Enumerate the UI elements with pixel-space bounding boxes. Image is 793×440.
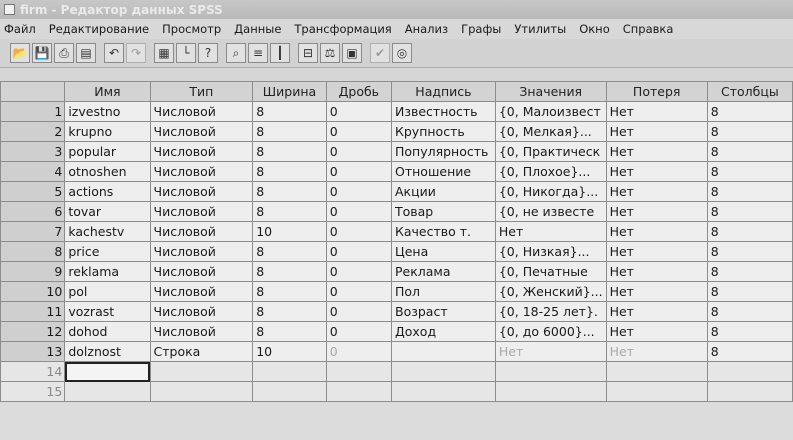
cell-name[interactable]: pol xyxy=(65,282,150,302)
table-row xyxy=(1,282,793,302)
row-number[interactable]: 9 xyxy=(1,262,65,282)
cell-values[interactable]: {0, Малоизвест xyxy=(495,102,606,122)
cell-width[interactable]: 8 xyxy=(253,162,326,182)
row-number[interactable]: 13 xyxy=(1,342,65,362)
cell-columns[interactable] xyxy=(707,382,792,402)
cell-name[interactable]: reklama xyxy=(65,262,150,282)
cell-label[interactable] xyxy=(392,362,496,382)
print-icon[interactable]: ⎙ xyxy=(54,43,74,63)
cell-columns[interactable]: 8 xyxy=(707,182,792,202)
cell-values[interactable]: {0, Низкая}... xyxy=(495,242,606,262)
table-row xyxy=(1,222,793,242)
cell-width[interactable]: 8 xyxy=(253,122,326,142)
cell-decimals[interactable]: 0 xyxy=(326,242,391,262)
cell-columns[interactable]: 8 xyxy=(707,322,792,342)
cell-type[interactable]: Числовой xyxy=(150,162,253,182)
column-header[interactable]: Значения xyxy=(495,82,606,102)
cell-type[interactable] xyxy=(150,382,253,402)
cell-values[interactable] xyxy=(495,362,606,382)
cell-values[interactable]: {0, до 6000}... xyxy=(495,322,606,342)
cell-type[interactable]: Числовой xyxy=(150,322,253,342)
cell-type[interactable]: Числовой xyxy=(150,302,253,322)
cell-decimals[interactable]: 0 xyxy=(326,322,391,342)
insert-case-icon[interactable]: ≡ xyxy=(248,43,268,63)
table-row xyxy=(1,242,793,262)
column-header[interactable]: Имя xyxy=(65,82,150,102)
cell-type[interactable]: Числовой xyxy=(150,182,253,202)
menu-item[interactable]: Просмотр xyxy=(162,22,222,36)
cell-columns[interactable]: 8 xyxy=(707,142,792,162)
cell-columns[interactable]: 8 xyxy=(707,162,792,182)
cell-type[interactable]: Строка xyxy=(150,342,253,362)
variable-view-grid xyxy=(0,81,793,440)
cell-columns[interactable]: 8 xyxy=(707,262,792,282)
menu-item[interactable]: Окно xyxy=(579,22,610,36)
cell-columns[interactable] xyxy=(707,362,792,382)
cell-missing[interactable]: Нет xyxy=(606,302,707,322)
cell-missing[interactable]: Нет xyxy=(606,162,707,182)
cell-columns[interactable]: 8 xyxy=(707,342,792,362)
column-header[interactable]: Потеря xyxy=(606,82,707,102)
cell-values[interactable]: {0, Никогда}... xyxy=(495,182,606,202)
table-row xyxy=(1,362,793,382)
cell-columns[interactable]: 8 xyxy=(707,302,792,322)
cell-label[interactable]: Отношение xyxy=(392,162,496,182)
find-icon[interactable]: ⌕ xyxy=(226,43,246,63)
row-number[interactable]: 12 xyxy=(1,322,65,342)
value-labels-icon[interactable]: ✔ xyxy=(370,43,390,63)
cell-label[interactable]: Акции xyxy=(392,182,496,202)
cell-columns[interactable]: 8 xyxy=(707,242,792,262)
cell-name[interactable]: otnoshen xyxy=(65,162,150,182)
cell-label[interactable] xyxy=(392,342,496,362)
cell-missing[interactable] xyxy=(606,362,707,382)
cell-label[interactable]: Известность xyxy=(392,102,496,122)
cell-decimals[interactable]: 0 xyxy=(326,282,391,302)
row-number[interactable]: 3 xyxy=(1,142,65,162)
cell-name[interactable] xyxy=(65,382,150,402)
cell-decimals[interactable] xyxy=(326,382,391,402)
row-number[interactable]: 5 xyxy=(1,182,65,202)
cell-decimals[interactable]: 0 xyxy=(326,162,391,182)
dialog-recall-icon[interactable]: ▤ xyxy=(76,43,96,63)
cell-missing[interactable]: Нет xyxy=(606,102,707,122)
menu-item[interactable]: Файл xyxy=(4,22,36,36)
cell-width[interactable]: 8 xyxy=(253,242,326,262)
row-number[interactable]: 10 xyxy=(1,282,65,302)
cell-missing[interactable]: Нет xyxy=(606,142,707,162)
menu-bar xyxy=(0,19,793,39)
cell-label[interactable]: Крупность xyxy=(392,122,496,142)
column-header[interactable]: Ширина xyxy=(253,82,326,102)
menu-item[interactable]: Графы xyxy=(461,22,502,36)
cell-type[interactable]: Числовой xyxy=(150,222,253,242)
open-icon[interactable]: 📂 xyxy=(10,43,30,63)
cell-values[interactable] xyxy=(495,382,606,402)
cell-width[interactable] xyxy=(253,362,326,382)
goto-case-icon[interactable]: └ xyxy=(176,43,196,63)
insert-variable-icon[interactable]: ┃ xyxy=(270,43,290,63)
cell-columns[interactable]: 8 xyxy=(707,102,792,122)
cell-missing[interactable]: Нет xyxy=(606,262,707,282)
toolbar xyxy=(0,39,793,68)
weight-cases-icon[interactable]: ⚖ xyxy=(320,43,340,63)
cell-name[interactable]: price xyxy=(65,242,150,262)
cell-missing[interactable] xyxy=(606,382,707,402)
row-number[interactable]: 7 xyxy=(1,222,65,242)
cell-label[interactable]: Реклама xyxy=(392,262,496,282)
window-title: firm - Редактор данных SPSS xyxy=(20,2,223,17)
column-header[interactable]: Тип xyxy=(150,82,253,102)
cell-values[interactable]: {0, Мелкая}... xyxy=(495,122,606,142)
cell-name[interactable]: dolznost xyxy=(65,342,150,362)
cell-type[interactable]: Числовой xyxy=(150,202,253,222)
column-header-row xyxy=(1,82,793,102)
cell-type[interactable]: Числовой xyxy=(150,142,253,162)
cell-width[interactable]: 10 xyxy=(253,342,326,362)
cell-type[interactable] xyxy=(150,362,253,382)
cell-label[interactable]: Популярность xyxy=(392,142,496,162)
table-row xyxy=(1,382,793,402)
cell-values[interactable]: {0, Женский}... xyxy=(495,282,606,302)
cell-values[interactable]: Нет xyxy=(495,222,606,242)
cell-type[interactable]: Числовой xyxy=(150,122,253,142)
column-header[interactable]: Столбцы xyxy=(707,82,792,102)
cell-decimals[interactable]: 0 xyxy=(326,142,391,162)
row-number[interactable]: 11 xyxy=(1,302,65,322)
cell-columns[interactable]: 8 xyxy=(707,122,792,142)
cell-decimals[interactable] xyxy=(326,362,391,382)
cell-name[interactable]: krupno xyxy=(65,122,150,142)
column-header[interactable]: Дробь xyxy=(326,82,391,102)
cell-missing[interactable]: Нет xyxy=(606,242,707,262)
menu-item[interactable]: Анализ xyxy=(404,22,449,36)
title-bar xyxy=(0,0,793,19)
row-number[interactable]: 2 xyxy=(1,122,65,142)
row-number[interactable]: 1 xyxy=(1,102,65,122)
cell-columns[interactable]: 8 xyxy=(707,282,792,302)
cell-decimals[interactable]: 0 xyxy=(326,222,391,242)
cell-type[interactable]: Числовой xyxy=(150,242,253,262)
cell-decimals[interactable]: 0 xyxy=(326,122,391,142)
cell-label[interactable]: Пол xyxy=(392,282,496,302)
cell-label[interactable]: Качество т. xyxy=(392,222,496,242)
variables-icon[interactable]: ? xyxy=(198,43,218,63)
cell-values[interactable]: {0, не известе xyxy=(495,202,606,222)
split-file-icon[interactable]: ⊟ xyxy=(298,43,318,63)
table-row xyxy=(1,342,793,362)
cell-name[interactable]: kachestv xyxy=(65,222,150,242)
cell-label[interactable]: Возраст xyxy=(392,302,496,322)
cell-width[interactable]: 8 xyxy=(253,282,326,302)
menu-item[interactable]: Трансформация xyxy=(294,22,392,36)
cell-width[interactable]: 8 xyxy=(253,302,326,322)
cell-width[interactable]: 8 xyxy=(253,202,326,222)
cell-name[interactable]: vozrast xyxy=(65,302,150,322)
cell-missing[interactable]: Нет xyxy=(606,282,707,302)
row-number[interactable]: 15 xyxy=(1,382,65,402)
cell-values[interactable]: {0, 18-25 лет}. xyxy=(495,302,606,322)
cell-name[interactable]: actions xyxy=(65,182,150,202)
cell-values[interactable]: {0, Плохое}... xyxy=(495,162,606,182)
cell-missing[interactable]: Нет xyxy=(606,222,707,242)
redo-icon[interactable]: ↷ xyxy=(126,43,146,63)
select-cases-icon[interactable]: ▣ xyxy=(342,43,362,63)
cell-missing[interactable]: Нет xyxy=(606,182,707,202)
row-number[interactable]: 6 xyxy=(1,202,65,222)
table-row xyxy=(1,122,793,142)
cell-name[interactable]: tovar xyxy=(65,202,150,222)
table-row xyxy=(1,302,793,322)
cell-columns[interactable]: 8 xyxy=(707,202,792,222)
cell-decimals[interactable]: 0 xyxy=(326,262,391,282)
cell-width[interactable] xyxy=(253,382,326,402)
corner-cell xyxy=(1,82,65,102)
cell-decimals[interactable]: 0 xyxy=(326,102,391,122)
table-row xyxy=(1,262,793,282)
cell-label[interactable] xyxy=(392,382,496,402)
cell-decimals[interactable]: 0 xyxy=(326,182,391,202)
cell-width[interactable]: 10 xyxy=(253,222,326,242)
cell-values[interactable]: {0, Печатные xyxy=(495,262,606,282)
table-row xyxy=(1,162,793,182)
cell-decimals[interactable]: 0 xyxy=(326,202,391,222)
cell-decimals[interactable]: 0 xyxy=(326,302,391,322)
table-row xyxy=(1,202,793,222)
cell-missing[interactable]: Нет xyxy=(606,122,707,142)
cell-width[interactable]: 8 xyxy=(253,182,326,202)
cell-name[interactable] xyxy=(65,362,150,382)
cell-label[interactable]: Доход xyxy=(392,322,496,342)
cell-width[interactable]: 8 xyxy=(253,322,326,342)
table-row xyxy=(1,102,793,122)
row-number[interactable]: 14 xyxy=(1,362,65,382)
cell-name[interactable]: izvestno xyxy=(65,102,150,122)
save-icon[interactable]: 💾 xyxy=(32,43,52,63)
cell-columns[interactable]: 8 xyxy=(707,222,792,242)
cell-width[interactable]: 8 xyxy=(253,262,326,282)
cell-name[interactable]: dohod xyxy=(65,322,150,342)
cell-missing[interactable]: Нет xyxy=(606,202,707,222)
menu-item[interactable]: Редактирование xyxy=(48,22,150,36)
cell-missing[interactable]: Нет xyxy=(606,322,707,342)
cell-type[interactable]: Числовой xyxy=(150,282,253,302)
row-number[interactable]: 8 xyxy=(1,242,65,262)
app-icon xyxy=(4,4,15,15)
row-number[interactable]: 4 xyxy=(1,162,65,182)
cell-decimals[interactable]: 0 xyxy=(326,342,391,362)
cell-values[interactable]: Нет xyxy=(495,342,606,362)
variable-table xyxy=(0,81,793,402)
column-header[interactable]: Надпись xyxy=(392,82,496,102)
cell-type[interactable]: Числовой xyxy=(150,262,253,282)
table-row xyxy=(1,322,793,342)
cell-name[interactable]: popular xyxy=(65,142,150,162)
table-row xyxy=(1,142,793,162)
menu-item[interactable]: Справка xyxy=(622,22,674,36)
table-row xyxy=(1,182,793,202)
cell-width[interactable]: 8 xyxy=(253,142,326,162)
cell-label[interactable]: Цена xyxy=(392,242,496,262)
cell-width[interactable]: 8 xyxy=(253,102,326,122)
use-sets-icon[interactable]: ◎ xyxy=(392,43,412,63)
cell-missing[interactable]: Нет xyxy=(606,342,707,362)
cell-type[interactable]: Числовой xyxy=(150,102,253,122)
menu-item[interactable]: Утилиты xyxy=(514,22,567,36)
cell-values[interactable]: {0, Практическ xyxy=(495,142,606,162)
goto-chart-icon[interactable]: ▦ xyxy=(154,43,174,63)
cell-label[interactable]: Товар xyxy=(392,202,496,222)
undo-icon[interactable]: ↶ xyxy=(104,43,124,63)
menu-item[interactable]: Данные xyxy=(234,22,282,36)
